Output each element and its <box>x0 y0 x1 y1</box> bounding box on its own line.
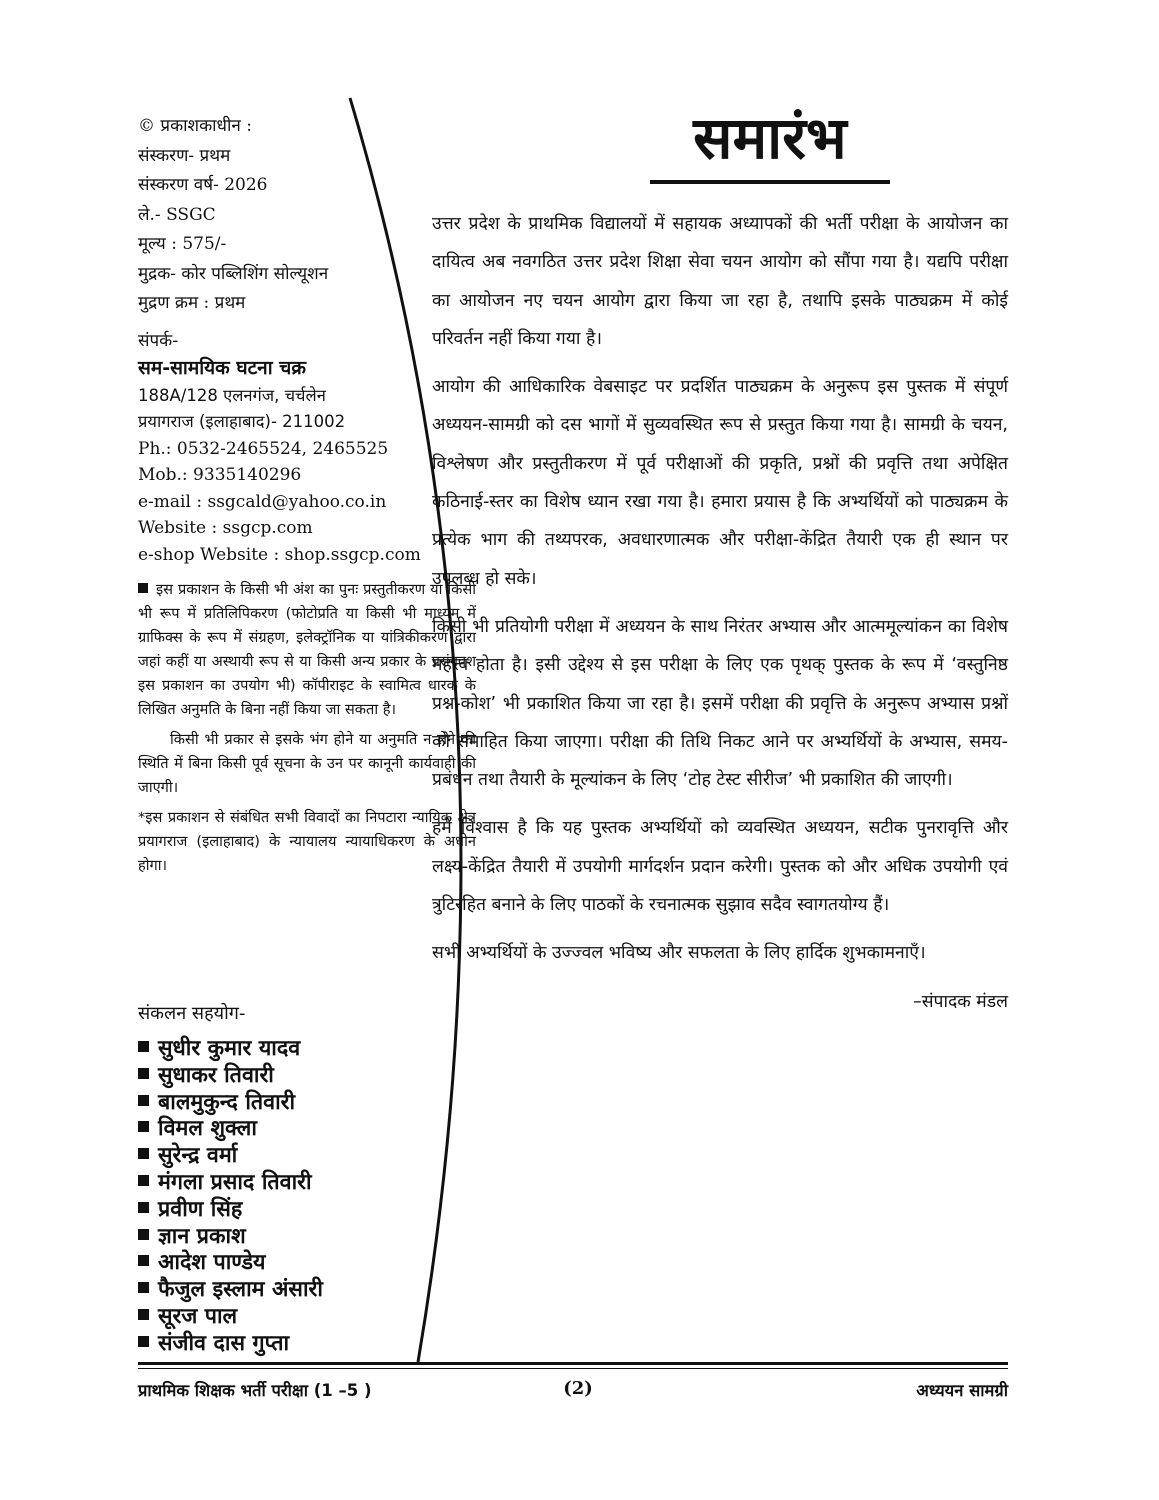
credit-name-text: संजीव दास गुप्ता <box>158 1330 290 1356</box>
credit-name-text: सुधाकर तिवारी <box>158 1062 274 1088</box>
square-bullet-icon <box>138 1121 149 1132</box>
preface-paragraph-1: उत्तर प्रदेश के प्राथमिक विद्यालयों में सहायक अध्यापकों की भर्ती परीक्षा के आयोजन का दायित्व अब नवगठित उत्तर प्रदेश शिक्षा सेवा चयन आयोग को सौंपा गया है। यद्यपि परीक्षा का आयोजन नए चयन आयोग द्वारा किया जा रहा है, तथापि इसके पाठ्यक्रम में कोई परिवर्तन नहीं किया गया है। <box>432 214 1008 349</box>
title-underline <box>650 180 890 184</box>
preface-paragraph-5: सभी अभ्यर्थियों के उज्ज्वल भविष्य और सफलता के लिए हार्दिक शुभकामनाएँ। <box>432 943 926 964</box>
price-line: मूल्य : 575/- <box>138 234 227 254</box>
credits-title: संकलन सहयोग- <box>138 1003 246 1024</box>
square-bullet-icon <box>138 1336 149 1347</box>
author-line: ले.- SSGC <box>138 204 216 225</box>
contact-email: e-mail : ssgcald@yahoo.co.in <box>138 491 387 512</box>
preface-paragraph-3: किसी भी प्रतियोगी परीक्षा में अध्ययन के साथ निरंतर अभ्यास और आत्ममूल्यांकन का विशेष महत्त्व होता है। इसी उद्देश्य से इस परीक्षा के लिए एक पृथक् पुस्तक के रूप में ‘वस्तुनिष्ठ प्रश्न-कोश’ भी प्रकाशित किया जा रहा है। इसमें परीक्षा की प्रवृत्ति के अनुरूप अभ्यास प्रश्नों को समाहित किया जाएगा। परीक्षा की तिथि निकट आने पर अभ्यर्थियों के अभ्यास, समय-प्रबंधन तथा तैयारी के मूल्यांकन के लिए ‘टोह टेस्ट सीरीज’ भी प्रकाशित की जाएगी। <box>432 616 1008 791</box>
print-order-line: मुद्रण क्रम : प्रथम <box>138 293 246 313</box>
credit-name-text: मंगला प्रसाद तिवारी <box>158 1169 312 1195</box>
square-bullet-icon <box>138 1309 149 1320</box>
square-bullet-icon <box>138 583 148 593</box>
credit-name-text: प्रवीण सिंह <box>158 1196 243 1222</box>
notice-text-1: इस प्रकाशन के किसी भी अंश का पुनः प्रस्तुतीकरण या किसी भी रूप में प्रतिलिपिकरण (फोटोप्रति या किसी भी माध्यम में ग्राफिक्स के रूप में संग्रहण, इलेक्ट्रॉनिक या यांत्रिकीकरण द्वारा जहां कहीं या अस्थायी रूप से या किसी अन्य प्रकार के प्रसंगवश इस प्रकाशन का उपयोग भी) कॉपीराइट के स्वामित्व धारक के लिखित अनुमति के बिना नहीं किया जा सकता है। <box>138 581 476 718</box>
square-bullet-icon <box>138 1229 149 1240</box>
page-number: (2) <box>563 1378 593 1399</box>
contact-organization: सम-सामयिक घटना चक्र <box>138 356 306 379</box>
credit-name <box>138 1197 438 1224</box>
contact-title: संपर्क- <box>138 330 179 351</box>
credit-name <box>138 1116 438 1143</box>
square-bullet-icon <box>138 1148 149 1159</box>
credit-name <box>138 1331 438 1358</box>
credit-name <box>138 1090 438 1117</box>
credit-name <box>138 1304 438 1331</box>
notice-paragraph-2: किसी भी प्रकार से इसके भंग होने या अनुमति न लेने की स्थिति में बिना किसी पूर्व सूचना के उन पर कानूनी कार्यवाही की जाएगी। <box>138 731 476 796</box>
contact-address-1: 188A/128 एलनगंज, चर्चलेन <box>138 385 326 405</box>
preface-paragraph-2: आयोग की आधिकारिक वेबसाइट पर प्रदर्शित पाठ्यक्रम के अनुरूप इस पुस्तक में संपूर्ण अध्ययन-सामग्री को दस भागों में सुव्यवस्थित रूप से प्रस्तुत किया गया है। सामग्री के चयन, विश्लेषण और प्रस्तुतीकरण में पूर्व परीक्षाओं की प्रकृति, प्रश्नों की प्रवृत्ति तथा अपेक्षित कठिनाई-स्तर का विशेष ध्यान रखा गया है। हमारा प्रयास है कि अभ्यर्थियों को पाठ्यक्रम के प्रत्येक भाग की तथ्यपरक, अवधारणात्मक और परीक्षा-केंद्रित तैयारी एक ही स्थान पर उपलब्ध हो सके। <box>432 377 1008 589</box>
credit-name <box>138 1170 438 1197</box>
credit-name <box>138 1036 438 1063</box>
printer-line: मुद्रक- कोर पब्लिशिंग सोल्यूशन <box>138 263 329 284</box>
notice-paragraph-3: *इस प्रकाशन से संबंधित सभी विवादों का निपटारा न्यायिक क्षेत्र प्रयागराज (इलाहाबाद) के न्यायालय न्यायाधिकरण के अधीन होगा। <box>138 809 476 874</box>
square-bullet-icon <box>138 1282 149 1293</box>
square-bullet-icon <box>138 1095 149 1106</box>
credits-block <box>138 1000 438 1358</box>
contact-eshop: e-shop Website : shop.ssgcp.com <box>138 544 421 565</box>
square-bullet-icon <box>138 1175 149 1186</box>
contact-address-2: प्रयागराज (इलाहाबाद)- 211002 <box>138 412 346 431</box>
contact-phone: Ph.: 0532-2465524, 2465525 <box>138 438 389 459</box>
square-bullet-icon <box>138 1068 149 1079</box>
contact-mobile: Mob.: 9335140296 <box>138 465 302 485</box>
credit-name-text: विमल शुक्ला <box>158 1116 257 1142</box>
footer-rule-thin <box>138 1368 1008 1369</box>
credit-name <box>138 1224 438 1251</box>
footer-book-title: प्राथमिक शिक्षक भर्ती परीक्षा (1 –5 ) <box>138 1381 372 1400</box>
copyright-line: © प्रकाशकाधीन : <box>138 116 252 136</box>
credit-name-text: आदेश पाण्डेय <box>158 1250 266 1276</box>
credit-name <box>138 1277 438 1304</box>
square-bullet-icon <box>138 1255 149 1266</box>
credit-name-text: बालमुकुन्द तिवारी <box>158 1089 296 1115</box>
credit-name-text: सुरेन्द्र वर्मा <box>158 1143 238 1169</box>
square-bullet-icon <box>138 1041 149 1052</box>
contact-website: Website : ssgcp.com <box>138 518 313 538</box>
credit-name-text: ज्ञान प्रकाश <box>158 1223 246 1249</box>
credit-name <box>138 1143 438 1170</box>
edition-year-line: संस्करण वर्ष- 2026 <box>138 175 268 195</box>
page-title: समारंभ <box>693 104 847 172</box>
credit-name-text: सूरज पाल <box>158 1303 238 1329</box>
notice-paragraph-1 <box>138 578 476 722</box>
page-footer <box>138 1378 1008 1408</box>
credit-name-text: सुधीर कुमार यादव <box>158 1036 301 1061</box>
credit-name <box>138 1250 438 1277</box>
credit-name-text: फैजुल इस्लाम अंसारी <box>158 1277 323 1303</box>
editor-signature: –संपादक मंडल <box>912 991 1008 1012</box>
edition-line: संस्करण- प्रथम <box>138 145 231 166</box>
credit-name <box>138 1063 438 1090</box>
footer-rule-thick <box>138 1362 1008 1365</box>
copyright-notice <box>138 578 476 878</box>
footer-section-name: अध्ययन सामग्री <box>916 1381 1008 1400</box>
preface-body <box>432 205 1008 1021</box>
square-bullet-icon <box>138 1202 149 1213</box>
preface-paragraph-4: हमें विश्वास है कि यह पुस्तक अभ्यर्थियों को व्यवस्थित अध्ययन, सटीक पुनरावृत्ति और लक्ष्य-केंद्रित तैयारी में उपयोगी मार्गदर्शन प्रदान करेगी। पुस्तक को और अधिक उपयोगी एवं त्रुटिरहित बनाने के लिए पाठकों के रचनात्मक सुझाव सदैव स्वागतयोग्य हैं। <box>432 818 1008 916</box>
